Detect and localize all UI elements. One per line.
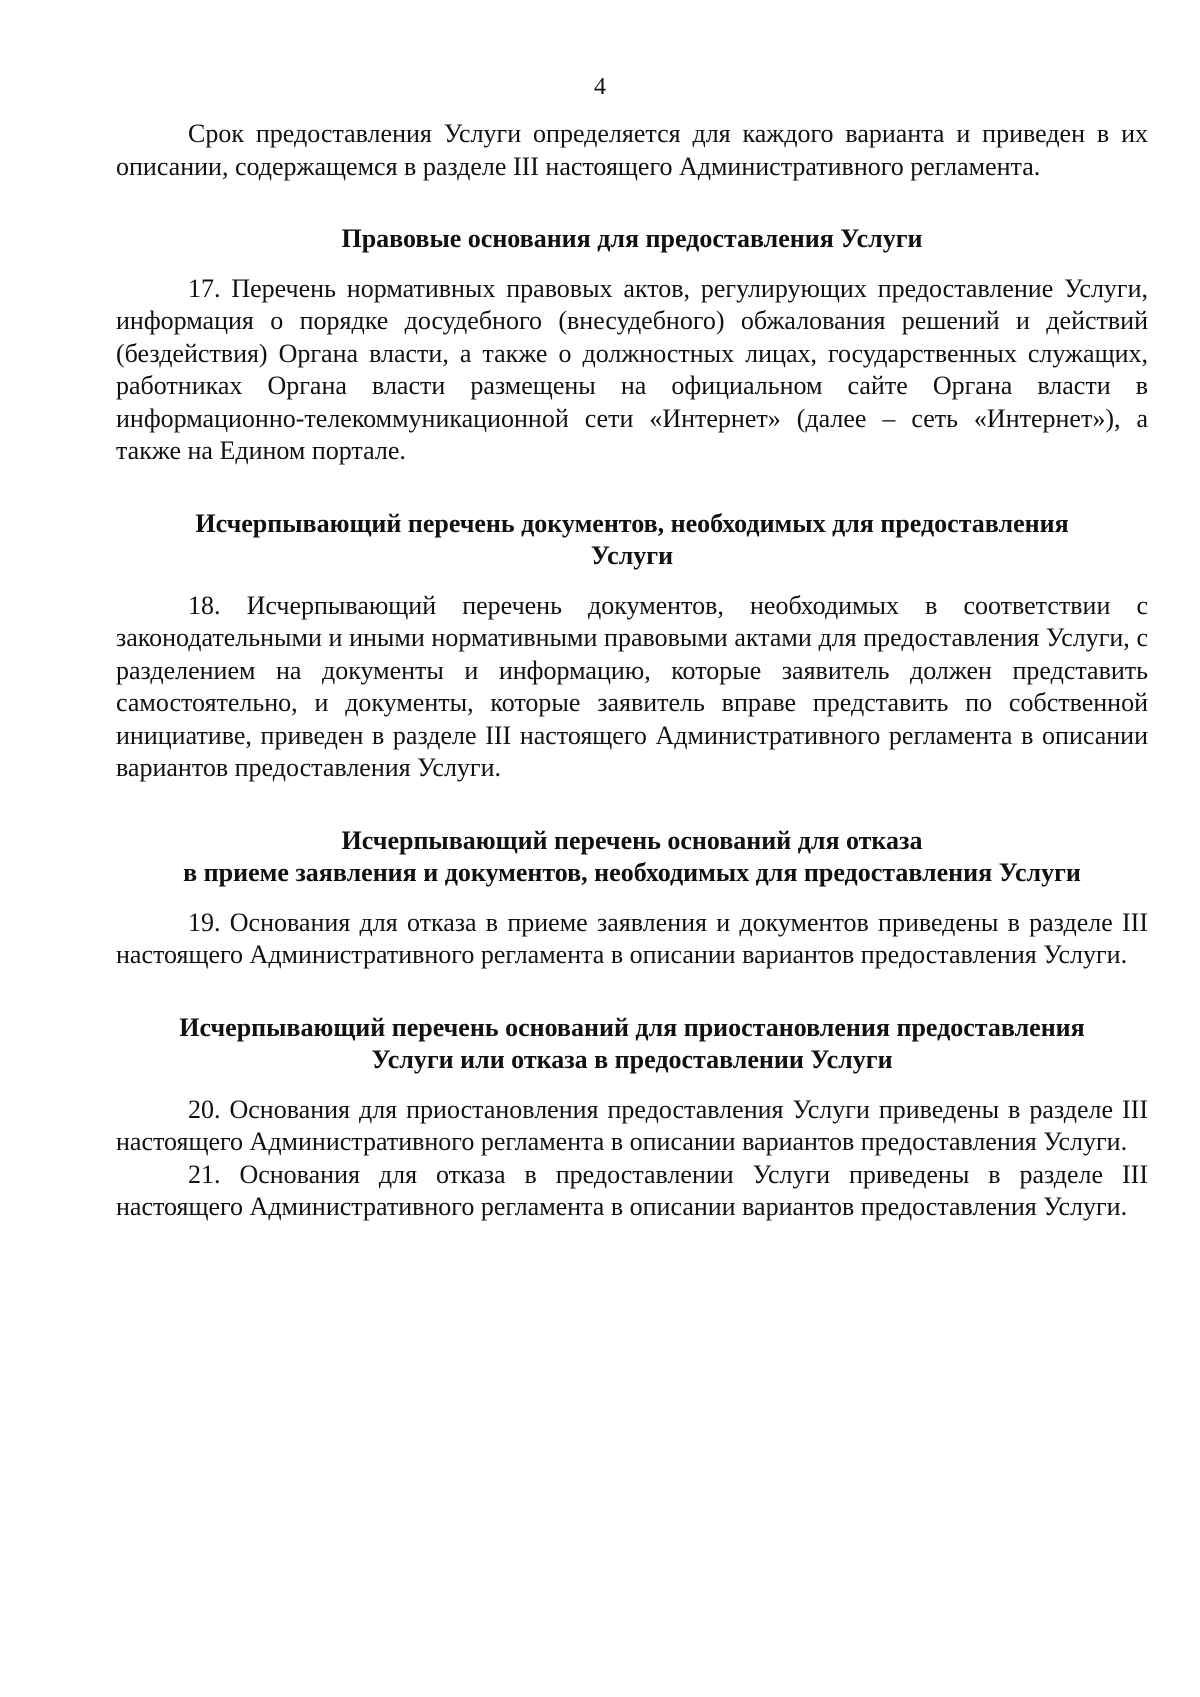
heading-documents-list	[116, 508, 1148, 573]
heading-line: Исчерпывающий перечень оснований для приостановления предоставления	[179, 1012, 1085, 1042]
paragraph-18: 18. Исчерпывающий перечень документов, необходимых в соответствии с законодательными и иными нормативными правовыми актами для предоставления Услуги, с разделением на документы и информацию, которые заявитель должен представить самостоятельно, и документы, которые заявитель вправе представить по собственной инициативе, приведен в разделе III настоящего Административного регламента в описании вариантов предоставления Услуги.	[116, 590, 1148, 782]
heading-refusal-reception	[116, 825, 1148, 890]
heading-line: Исчерпывающий перечень оснований для отказа	[341, 825, 923, 855]
heading-line: Услуги	[590, 541, 674, 570]
paragraph-20: 20. Основания для приостановления предоставления Услуги приведены в разделе III настоящего Административного регламента в описании вариантов предоставления Услуги.	[116, 1094, 1148, 1156]
paragraph-19: 19. Основания для отказа в приеме заявления и документов приведены в разделе III настоящего Административного регламента в описании вариантов предоставления Услуги.	[116, 907, 1148, 969]
document-body	[116, 118, 1148, 1224]
paragraph-21: 21. Основания для отказа в предоставлении Услуги приведены в разделе III настоящего Административного регламента в описании вариантов предоставления Услуги.	[116, 1159, 1148, 1221]
heading-line: Правовые основания для предоставления Услуги	[341, 224, 923, 253]
paragraph-intro: Срок предоставления Услуги определяется для каждого варианта и приведен в их описании, содержащемся в разделе III настоящего Административного регламента.	[116, 119, 1148, 181]
heading-suspension-refusal	[116, 1012, 1148, 1077]
heading-line: Исчерпывающий перечень документов, необходимых для предоставления	[195, 508, 1069, 538]
paragraph-17: 17. Перечень нормативных правовых актов, регулирующих предоставление Услуги, информация о порядке досудебного (внесудебного) обжалования решений и действий (бездействия) Органа власти, а также о должностных лицах, государственных служащих, работниках Органа власти размещены на официальном сайте Органа власти в информационно-телекоммуникационной сети «Интернет» (далее – сеть «Интернет»), а также на Едином портале.	[116, 273, 1148, 465]
heading-legal-grounds	[116, 223, 1148, 256]
heading-line: Услуги или отказа в предоставлении Услуги	[371, 1045, 893, 1074]
page-number: 4	[594, 74, 606, 100]
heading-line: в приеме заявления и документов, необходимых для предоставления Услуги	[183, 858, 1081, 887]
